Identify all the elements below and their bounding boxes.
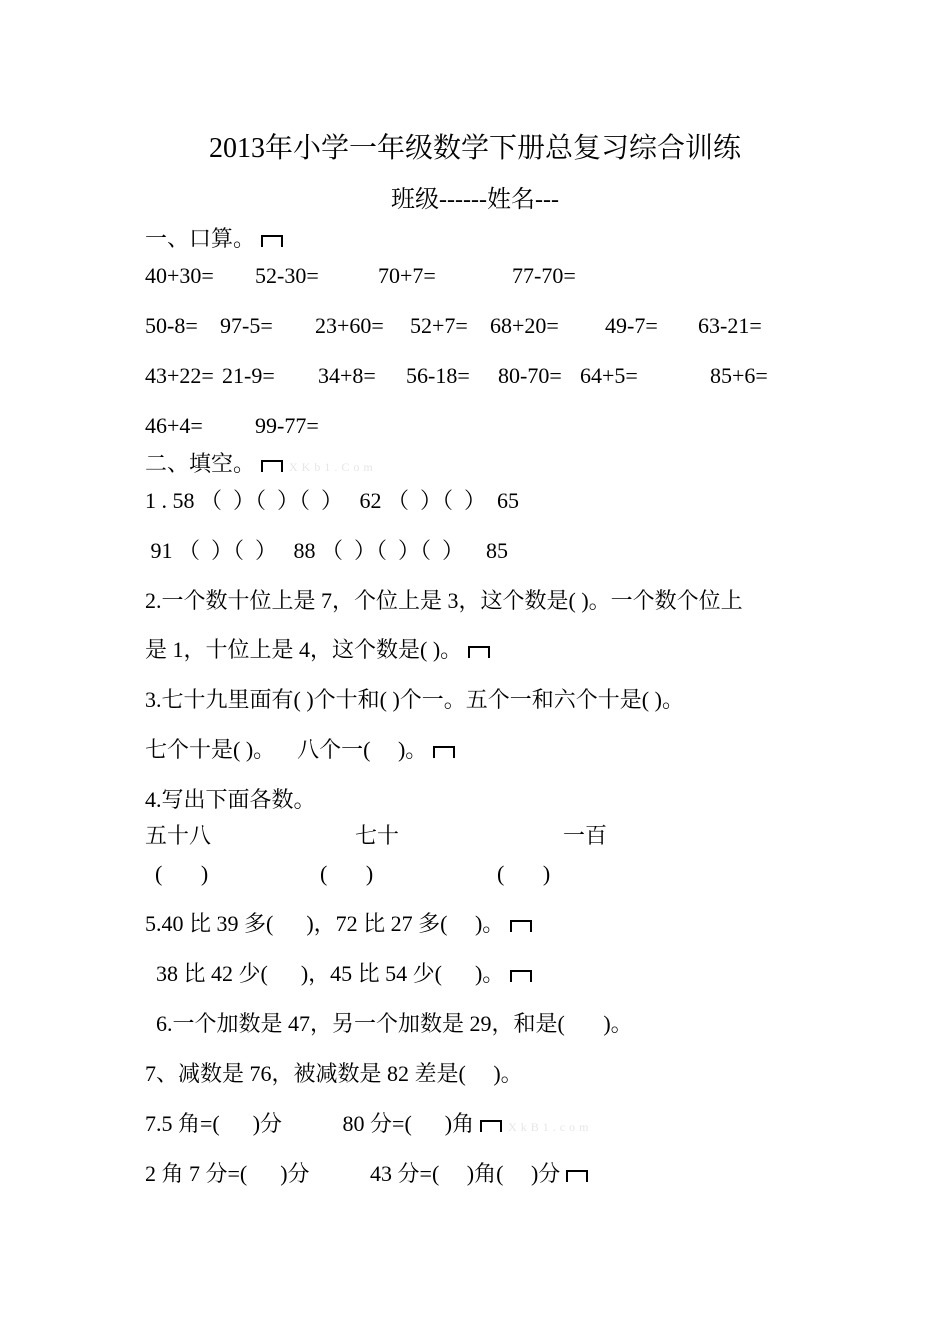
- calc-item: 49-7=: [605, 313, 658, 338]
- calc-item: 63-21=: [698, 313, 762, 338]
- calc-item: 34+8=: [318, 363, 376, 388]
- question-5-line-2: 38 比 42 少( )，45 比 54 少( )。: [145, 960, 532, 988]
- calc-item: 85+6=: [710, 363, 768, 388]
- edit-mark-icon: [510, 970, 532, 982]
- calc-item: 64+5=: [580, 363, 638, 388]
- calc-item: 46+4=: [145, 413, 203, 438]
- edit-mark-icon: [433, 746, 455, 758]
- edit-mark-icon: [566, 1170, 588, 1182]
- question-1-line-1: 1 . 58 （ ）（ ）（ ） 62 （ ）（ ） 65: [145, 488, 520, 513]
- page-subtitle: 班级------姓名---: [391, 187, 559, 213]
- edit-mark-icon: [468, 646, 490, 658]
- calc-item: 56-18=: [406, 363, 470, 388]
- edit-mark-icon: [261, 460, 283, 472]
- calc-item: 80-70=: [498, 363, 562, 388]
- question-1-line-2: 91 （ ）（ ） 88 （ ）（ ）（ ） 85: [145, 538, 509, 563]
- question-3-line-1: 3.七十九里面有( )个十和( )个一。五个一和六个十是( )。: [145, 687, 684, 712]
- calc-item: 50-8=: [145, 313, 198, 338]
- answer-blank: ( ): [155, 861, 209, 886]
- edit-mark-icon: [480, 1120, 502, 1132]
- number-word: 一百: [563, 823, 608, 848]
- answer-blank: ( ): [320, 861, 374, 886]
- question-6: 6.一个加数是 47，另一个加数是 29，和是( )。: [145, 1011, 633, 1036]
- page-title: 2013年小学一年级数学下册总复习综合训练: [208, 133, 741, 164]
- calc-item: 40+30=: [145, 263, 214, 288]
- calc-item: 99-77=: [255, 413, 319, 438]
- edit-mark-icon: [510, 920, 532, 932]
- section-1-heading: 一、口算。: [145, 225, 283, 253]
- question-3-line-2: 七个十是( )。 八个一( )。: [145, 736, 455, 764]
- calc-item: 52-30=: [255, 263, 319, 288]
- question-2-line-1: 2.一个数十位上是 7，个位上是 3，这个数是( )。一个数个位上: [145, 588, 743, 613]
- answer-blank: ( ): [497, 861, 551, 886]
- number-word: 五十八: [145, 823, 212, 848]
- calc-item: 68+20=: [490, 313, 559, 338]
- edit-mark-icon: [261, 235, 283, 247]
- calc-item: 43+22=: [145, 363, 214, 388]
- question-2-line-2: 是 1，十位上是 4，这个数是( )。: [145, 636, 490, 664]
- calc-item: 70+7=: [378, 263, 436, 288]
- watermark: XkB1.com: [508, 1120, 593, 1134]
- question-8-line-1: 7.5 角=( )分 80 分=( )角 XkB1.com: [145, 1111, 593, 1136]
- number-word: 七十: [355, 823, 400, 848]
- question-4-heading: 4.写出下面各数。: [145, 787, 316, 812]
- calc-item: 77-70=: [512, 263, 576, 288]
- question-8-line-2: 2 角 7 分=( )分 43 分=( )角( )分: [145, 1160, 588, 1188]
- watermark: XKb1.Com: [289, 460, 377, 474]
- calc-item: 52+7=: [410, 313, 468, 338]
- question-5-line-1: 5.40 比 39 多( )，72 比 27 多( )。: [145, 910, 532, 938]
- calc-item: 21-9=: [222, 363, 275, 388]
- question-7: 7、减数是 76，被减数是 82 差是( )。: [145, 1061, 523, 1086]
- calc-item: 23+60=: [315, 313, 384, 338]
- calc-item: 97-5=: [220, 313, 273, 338]
- section-2-heading: 二、填空。 XKb1.Com: [145, 451, 377, 476]
